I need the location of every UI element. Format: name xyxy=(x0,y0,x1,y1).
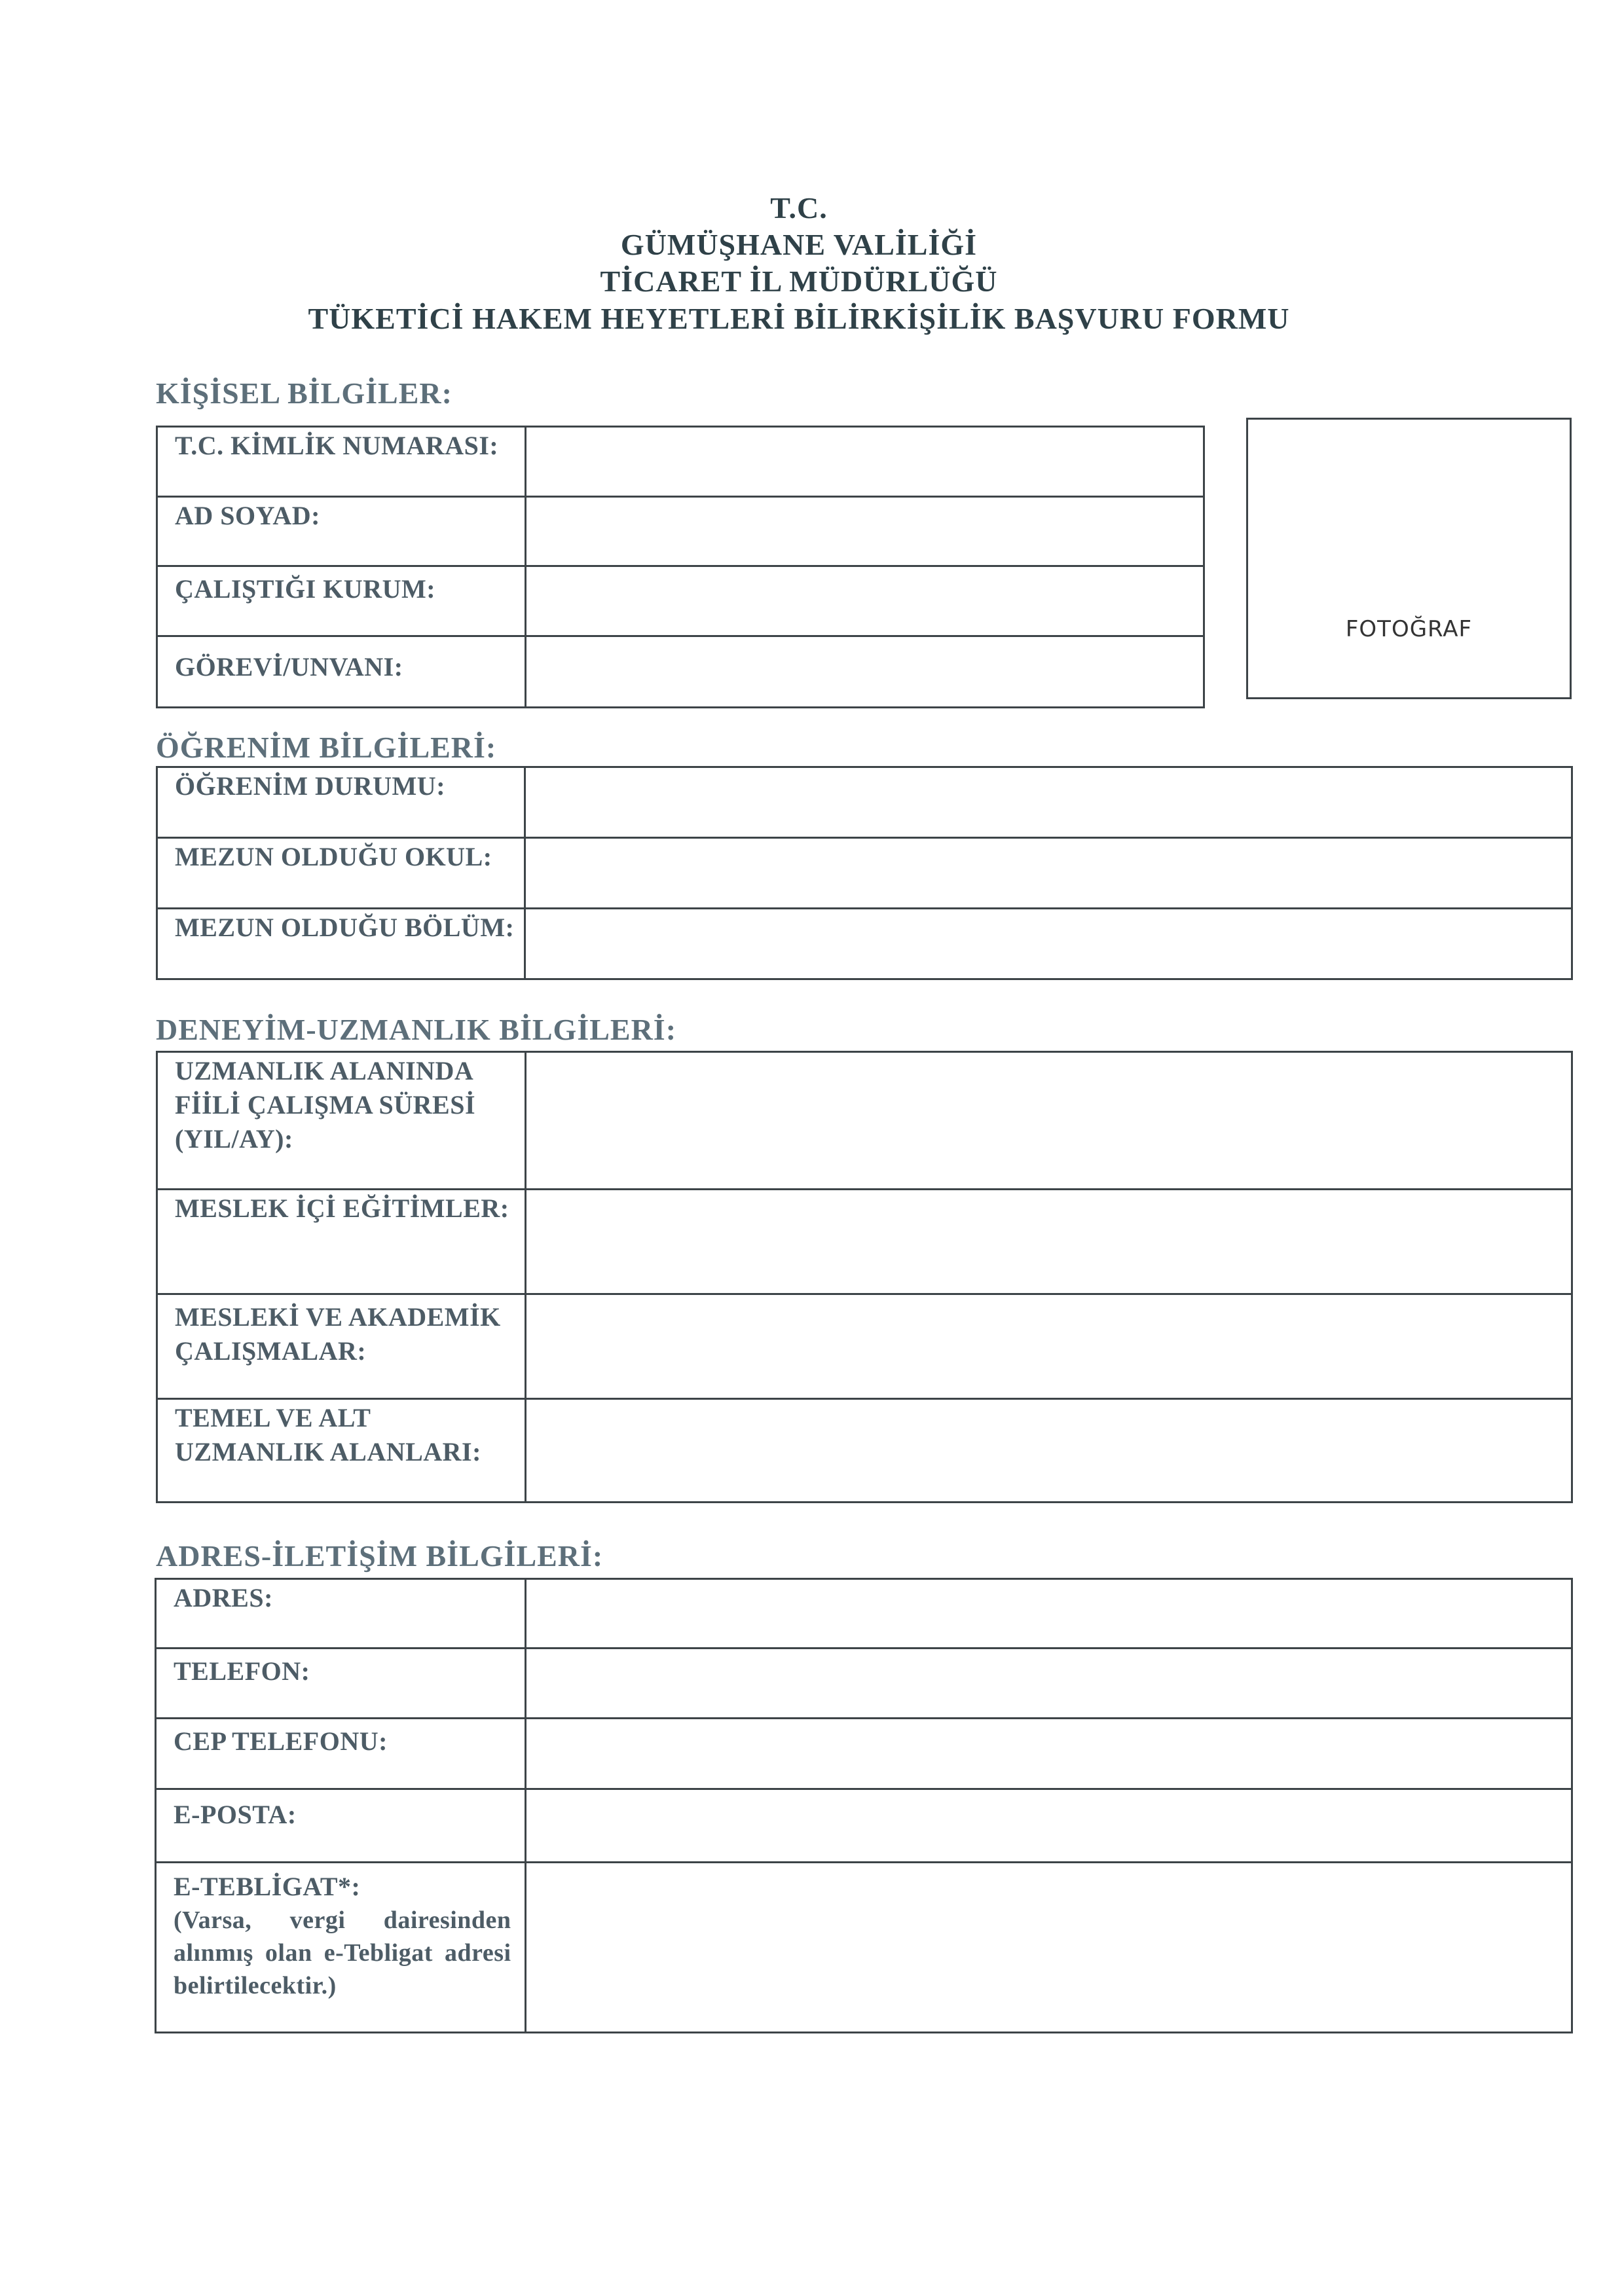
table-row xyxy=(157,1052,1572,1190)
label-cep-telefonu: CEP TELEFONU: xyxy=(156,1719,526,1789)
table-row xyxy=(157,1190,1572,1294)
e-posta-field[interactable] xyxy=(525,1789,1572,1863)
adres-field[interactable] xyxy=(525,1579,1572,1649)
header-line-tc: T.C. xyxy=(770,191,828,225)
label-mezun-bolum: MEZUN OLDUĞU BÖLÜM: xyxy=(157,909,525,979)
section-title-contact: ADRES-İLETİŞİM BİLGİLERİ: xyxy=(156,1539,604,1573)
table-row xyxy=(156,1863,1572,2033)
label-fiili-calisma-suresi: UZMANLIK ALANINDA FİİLİ ÇALIŞMA SÜRESİ (YIL/AY): xyxy=(157,1052,526,1190)
e-tebligat-note: (Varsa, vergi dairesinden alınmış olan e-Tebligat adresi belirtilecektir.) xyxy=(174,1906,511,1999)
table-row xyxy=(157,838,1572,909)
section-title-personal: KİŞİSEL BİLGİLER: xyxy=(156,376,452,410)
label-akademik-calismalar: MESLEKİ VE AKADEMİK ÇALIŞMALAR: xyxy=(157,1294,526,1399)
tc-kimlik-field[interactable] xyxy=(525,427,1204,497)
cep-telefonu-field[interactable] xyxy=(525,1719,1572,1789)
ad-soyad-field[interactable] xyxy=(525,497,1204,566)
table-row xyxy=(157,909,1572,979)
personal-table xyxy=(156,426,1205,708)
fiili-calisma-suresi-field[interactable] xyxy=(525,1052,1572,1190)
table-row xyxy=(157,1399,1572,1503)
contact-table xyxy=(155,1578,1573,2033)
table-row xyxy=(157,636,1204,708)
label-tc-kimlik: T.C. KİMLİK NUMARASI: xyxy=(157,427,526,497)
label-calistigi-kurum: ÇALIŞTIĞI KURUM: xyxy=(157,566,526,636)
label-meslek-ici-egitimler: MESLEK İÇİ EĞİTİMLER: xyxy=(157,1190,526,1294)
mezun-okul-field[interactable] xyxy=(525,838,1572,909)
photo-box[interactable] xyxy=(1246,418,1572,699)
experience-table xyxy=(156,1051,1573,1503)
header-line-mudurluk: TİCARET İL MÜDÜRLÜĞÜ xyxy=(600,264,998,298)
label-ogrenim-durumu: ÖĞRENİM DURUMU: xyxy=(157,767,525,838)
table-row xyxy=(157,427,1204,497)
label-e-tebligat: E-TEBLİGAT*: xyxy=(174,1872,361,1901)
ogrenim-durumu-field[interactable] xyxy=(525,767,1572,838)
label-ad-soyad: AD SOYAD: xyxy=(157,497,526,566)
gorevi-unvani-field[interactable] xyxy=(525,636,1204,708)
telefon-field[interactable] xyxy=(525,1649,1572,1719)
education-table xyxy=(156,766,1573,980)
form-header xyxy=(0,190,1598,338)
label-uzmanlik-alanlari: TEMEL VE ALT UZMANLIK ALANLARI: xyxy=(157,1399,526,1503)
label-telefon: TELEFON: xyxy=(156,1649,526,1719)
table-row xyxy=(157,767,1572,838)
mezun-bolum-field[interactable] xyxy=(525,909,1572,979)
meslek-ici-egitimler-field[interactable] xyxy=(525,1190,1572,1294)
photo-label: FOTOĞRAF xyxy=(1345,616,1473,642)
akademik-calismalar-field[interactable] xyxy=(525,1294,1572,1399)
table-row xyxy=(157,1294,1572,1399)
header-line-valilik: GÜMÜŞHANE VALİLİĞİ xyxy=(620,228,978,261)
e-tebligat-field[interactable] xyxy=(525,1863,1572,2033)
form-title: TÜKETİCİ HAKEM HEYETLERİ BİLİRKİŞİLİK BAŞVURU FORMU xyxy=(308,302,1290,335)
label-e-posta: E-POSTA: xyxy=(156,1789,526,1863)
table-row xyxy=(157,497,1204,566)
label-gorevi-unvani: GÖREVİ/UNVANI: xyxy=(157,636,526,708)
table-row xyxy=(157,566,1204,636)
table-row xyxy=(156,1579,1572,1649)
uzmanlik-alanlari-field[interactable] xyxy=(525,1399,1572,1503)
label-mezun-okul: MEZUN OLDUĞU OKUL: xyxy=(157,838,525,909)
calistigi-kurum-field[interactable] xyxy=(525,566,1204,636)
table-row xyxy=(156,1789,1572,1863)
label-e-tebligat-cell xyxy=(156,1863,526,2033)
table-row xyxy=(156,1649,1572,1719)
section-title-experience: DENEYİM-UZMANLIK BİLGİLERİ: xyxy=(156,1013,677,1046)
table-row xyxy=(156,1719,1572,1789)
section-title-education: ÖĞRENİM BİLGİLERİ: xyxy=(156,731,497,764)
label-adres: ADRES: xyxy=(156,1579,526,1649)
